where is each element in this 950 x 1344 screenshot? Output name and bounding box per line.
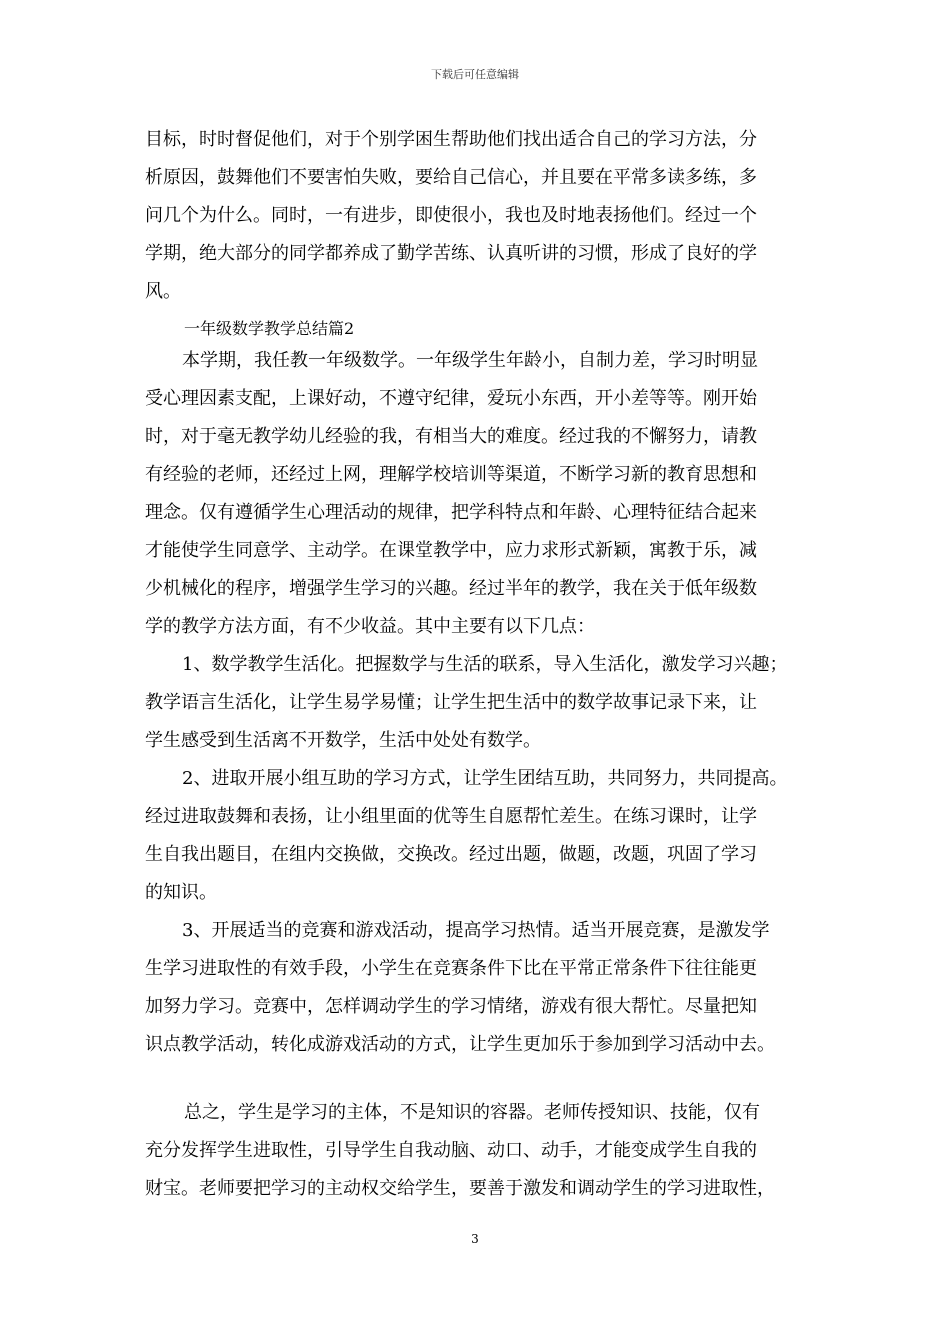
text-line: 才能使学生同意学、主动学。在课堂教学中，应力求形式新颖，寓教于乐，减 [145, 540, 757, 561]
text-line: 学期，绝大部分的同学都养成了勤学苦练、认真听讲的习惯，形成了良好的学 [145, 243, 757, 264]
text-line: 加努力学习。竞赛中，怎样调动学生的学习情绪，游戏有很大帮忙。尽量把知 [145, 996, 757, 1017]
text-line: 生学习进取性的有效手段，小学生在竞赛条件下比在平常正常条件下往往能更 [145, 958, 757, 979]
text-line: 1、数学教学生活化。把握数学与生活的联系，导入生活化，激发学习兴趣； [182, 654, 788, 675]
text-line: 时，对于毫无教学幼儿经验的我，有相当大的难度。经过我的不懈努力，请教 [145, 426, 757, 447]
text-line: 少机械化的程序，增强学生学习的兴趣。经过半年的教学，我在关于低年级数 [145, 578, 757, 599]
text-line: 风。 [145, 281, 181, 302]
section-heading: 一年级数学教学总结篇2 [184, 319, 355, 338]
text-line: 本学期，我任教一年级数学。一年级学生年龄小，自制力差，学习时明显 [182, 350, 758, 371]
text-line: 理念。仅有遵循学生心理活动的规律，把学科特点和年龄、心理特征结合起来 [145, 502, 757, 523]
text-line: 目标，时时督促他们，对于个别学困生帮助他们找出适合自己的学习方法，分 [145, 129, 757, 150]
text-line: 教学语言生活化，让学生易学易懂；让学生把生活中的数学故事记录下来，让 [145, 692, 757, 713]
text-line: 充分发挥学生进取性，引导学生自我动脑、动口、动手，才能变成学生自我的 [145, 1140, 757, 1161]
text-line: 有经验的老师，还经过上网，理解学校培训等渠道，不断学习新的教育思想和 [145, 464, 757, 485]
text-line: 总之，学生是学习的主体，不是知识的容器。老师传授知识、技能，仅有 [184, 1102, 760, 1123]
text-line: 的知识。 [145, 882, 217, 903]
page-number: 3 [471, 1232, 479, 1246]
page-header: 下载后可任意编辑 [431, 68, 519, 81]
text-line: 学的教学方法方面，有不少收益。其中主要有以下几点： [145, 616, 595, 637]
text-line: 3、开展适当的竞赛和游戏活动，提高学习热情。适当开展竞赛，是激发学 [182, 920, 770, 941]
text-line: 受心理因素支配，上课好动，不遵守纪律，爱玩小东西，开小差等等。刚开始 [145, 388, 757, 409]
text-line: 生自我出题目，在组内交换做，交换改。经过出题，做题，改题，巩固了学习 [145, 844, 757, 865]
text-line: 析原因，鼓舞他们不要害怕失败，要给自己信心，并且要在平常多读多练，多 [145, 167, 757, 188]
text-line: 经过进取鼓舞和表扬，让小组里面的优等生自愿帮忙差生。在练习课时，让学 [145, 806, 757, 827]
text-line: 2、进取开展小组互助的学习方式，让学生团结互助，共同努力，共同提高。 [182, 768, 788, 789]
text-line: 问几个为什么。同时，一有进步，即使很小，我也及时地表扬他们。经过一个 [145, 205, 757, 226]
text-line: 财宝。老师要把学习的主动权交给学生，要善于激发和调动学生的学习进取性， [145, 1178, 775, 1199]
text-line: 学生感受到生活离不开数学，生活中处处有数学。 [145, 730, 541, 751]
text-line: 识点教学活动，转化成游戏活动的方式，让学生更加乐于参加到学习活动中去。 [145, 1034, 775, 1055]
